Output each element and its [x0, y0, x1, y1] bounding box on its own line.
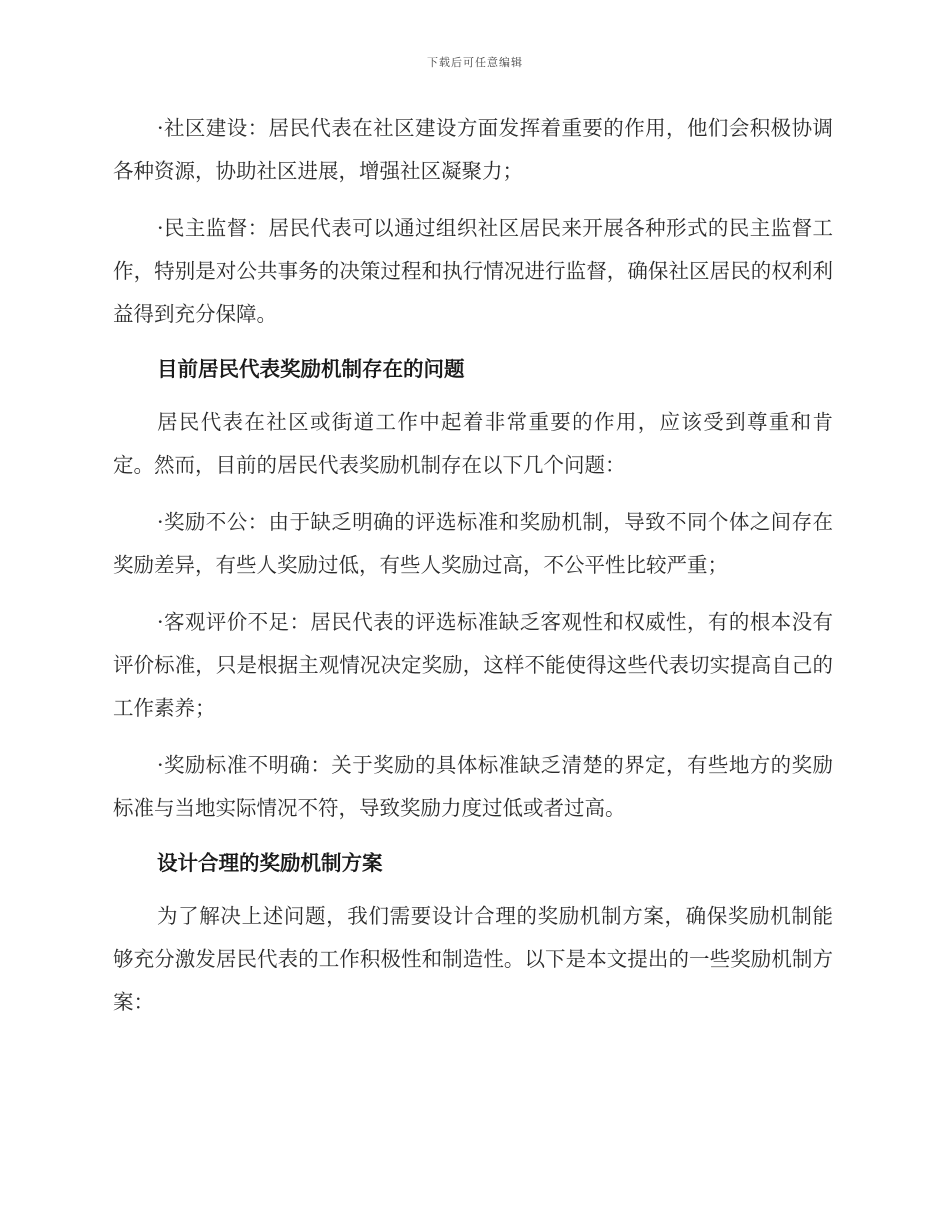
- paragraph-insufficient-evaluation: ·客观评价不足：居民代表的评选标准缺乏客观性和权威性，有的根本没有评价标准，只是根据主观情况决定奖励，这样不能使得这些代表切实提高自己的工作素养；: [113, 610, 833, 720]
- paragraph-problems-intro: 居民代表在社区或街道工作中起着非常重要的作用，应该受到尊重和肯定。然而，目前的居民代表奖励机制存在以下几个问题：: [113, 410, 833, 477]
- paragraph-unclear-standards: ·奖励标准不明确：关于奖励的具体标准缺乏清楚的界定，有些地方的奖励标准与当地实际情况不符，导致奖励力度过低或者过高。: [113, 753, 833, 820]
- paragraph-democratic-supervision: ·民主监督：居民代表可以通过组织社区居民来开展各种形式的民主监督工作，特别是对公共事务的决策过程和执行情况进行监督，确保社区居民的权利利益得到充分保障。: [113, 216, 833, 326]
- document-body: [113, 107, 833, 1024]
- section-heading-current-problems: 目前居民代表奖励机制存在的问题: [157, 357, 465, 381]
- paragraph-design-intro: 为了解决上述问题，我们需要设计合理的奖励机制方案，确保奖励机制能够充分激发居民代表的工作积极性和制造性。以下是本文提出的一些奖励机制方案：: [113, 904, 833, 1014]
- page-header: 下载后可任意编辑: [427, 56, 523, 69]
- paragraph-community-building: ·社区建设：居民代表在社区建设方面发挥着重要的作用，他们会积极协调各种资源，协助社区进展，增强社区凝聚力；: [113, 116, 833, 183]
- paragraph-unfair-rewards: ·奖励不公：由于缺乏明确的评选标准和奖励机制，导致不同个体之间存在奖励差异，有些人奖励过低，有些人奖励过高，不公平性比较严重；: [113, 510, 833, 577]
- section-heading-reward-design: 设计合理的奖励机制方案: [157, 851, 383, 875]
